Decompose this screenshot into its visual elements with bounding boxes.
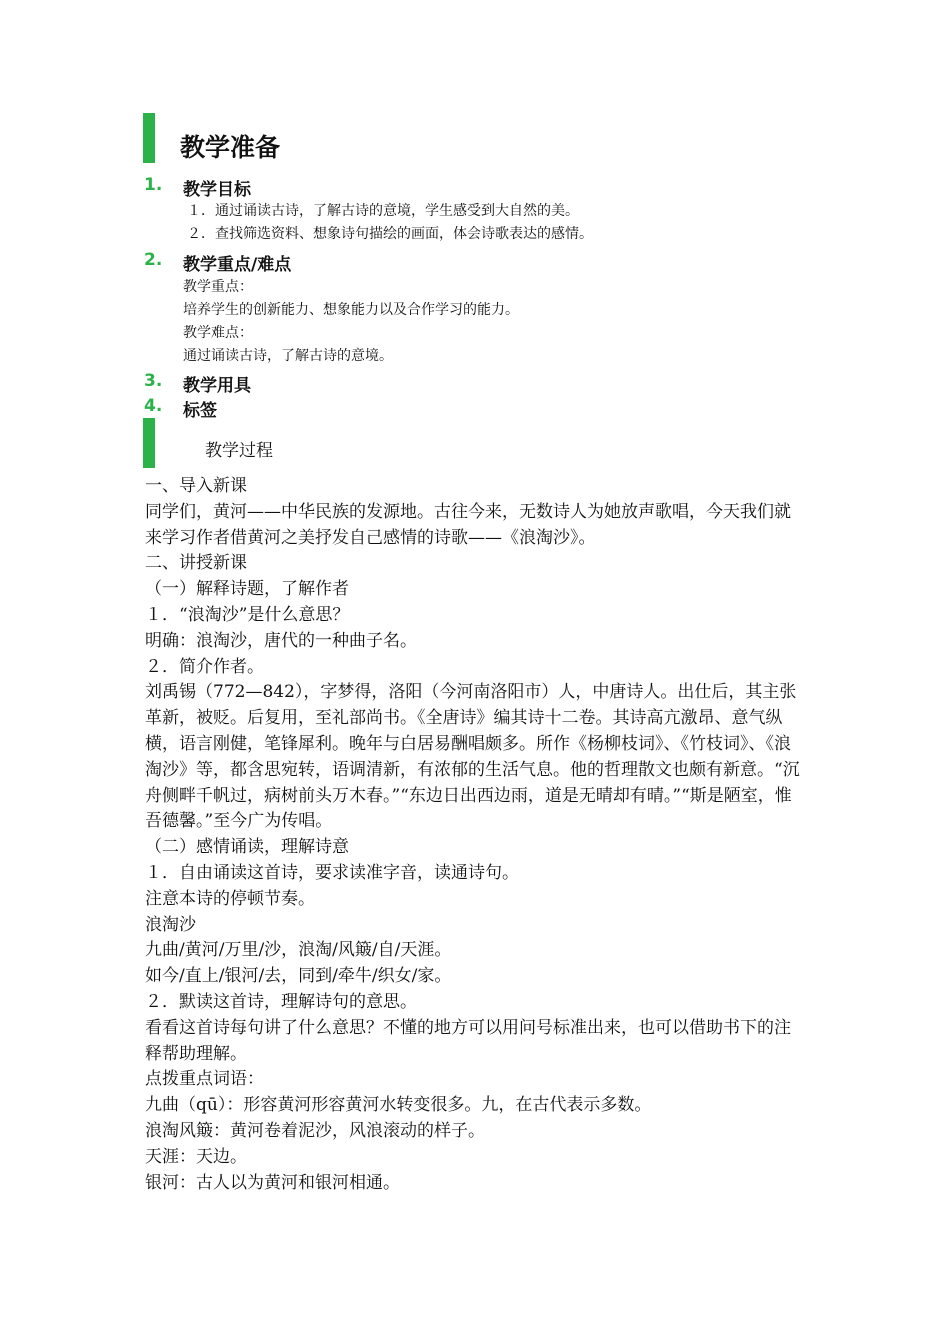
section-3-number: 3. xyxy=(144,371,163,391)
section-3-title: 教学用具 xyxy=(183,376,251,396)
section-1-title: 教学目标 xyxy=(183,180,251,200)
paragraph: 浪淘风簸：黄河卷着泥沙，风浪滚动的样子。 xyxy=(145,1120,485,1141)
paragraph: 明确：浪淘沙，唐代的一种曲子名。 xyxy=(145,630,417,651)
section-4-number: 4. xyxy=(144,396,163,416)
paragraph: 九曲/黄河/万里/沙，浪淘/风簸/自/天涯。 xyxy=(145,940,452,961)
paragraph: 二、讲授新课 xyxy=(145,553,247,574)
section-2-title: 教学重点/难点 xyxy=(183,255,292,275)
section-2-number: 2. xyxy=(144,250,163,270)
section-2-line-4: 通过诵读古诗，了解古诗的意境。 xyxy=(183,348,393,364)
process-accent-bar xyxy=(143,418,155,468)
paragraph: 天涯：天边。 xyxy=(145,1146,247,1167)
section-2-line-1: 教学重点： xyxy=(183,279,253,295)
paragraph: 注意本诗的停顿节奏。 xyxy=(145,888,315,909)
paragraph: 如今/直上/银河/去，同到/牵牛/织女/家。 xyxy=(145,966,452,987)
section-1-number: 1. xyxy=(144,175,163,195)
paragraph: １．“浪淘沙”是什么意思？ xyxy=(145,604,350,625)
paragraph: 一、导入新课 xyxy=(145,476,247,496)
section-1-line-1: １．通过诵读古诗，了解古诗的意境，学生感受到大自然的美。 xyxy=(187,203,579,219)
paragraph: （一）解释诗题，了解作者 xyxy=(145,579,349,600)
section-2-line-2: 培养学生的创新能力、想象能力以及合作学习的能力。 xyxy=(183,302,519,318)
paragraph: 同学们，黄河——中华民族的发源地。古往今来，无数诗人为她放声歌唱，今天我们就来学习作者借黄河之美抒发自己感情的诗歌——《浪淘沙》。 xyxy=(145,501,791,548)
paragraph: 九曲（qū）：形容黄河形容黄河水转变很多。九，在古代表示多数。 xyxy=(145,1095,652,1116)
section-4-title: 标签 xyxy=(183,401,217,421)
page-title: 教学准备 xyxy=(180,133,281,162)
process-title: 教学过程 xyxy=(205,441,273,461)
paragraph: １．自由诵读这首诗，要求读准字音，读通诗句。 xyxy=(145,862,519,883)
paragraph: （二）感情诵读，理解诗意 xyxy=(145,837,349,858)
heading-accent-bar xyxy=(143,113,155,163)
paragraph: 刘禹锡（772—842），字梦得，洛阳（今河南洛阳市）人，中唐诗人。出仕后，其主张革新，被贬。后复用，至礼部尚书。《全唐诗》编其诗十二卷。其诗高亢激昂、意气纵横，语言刚健，笔锋犀利。晚年与白居易酬唱颇多。所作《杨柳枝词》、《竹枝词》、《浪淘沙》等，都含思宛转，语调清新，有浓郁的生活气息。他的哲理散文也颇有新意。“沉舟侧畔千帆过，病树前头万木春。”“东边日出西边雨，道是无晴却有晴。”“斯是陋室，惟吾德馨。”至今广为传唱。 xyxy=(145,682,800,832)
paragraph: 点拨重点词语： xyxy=(145,1069,264,1090)
paragraph: 看看这首诗每句讲了什么意思？不懂的地方可以用问号标准出来，也可以借助书下的注释帮助理解。 xyxy=(145,1017,791,1064)
paragraph: 银河：古人以为黄河和银河相通。 xyxy=(145,1172,400,1193)
paragraph: ２．简介作者。 xyxy=(145,656,264,677)
paragraph: 浪淘沙 xyxy=(145,914,196,935)
section-1-line-2: ２．查找筛选资料、想象诗句描绘的画面，体会诗歌表达的感情。 xyxy=(187,226,593,242)
paragraph: ２．默读这首诗，理解诗句的意思。 xyxy=(145,991,417,1012)
section-2-line-3: 教学难点： xyxy=(183,325,253,341)
process-body xyxy=(145,474,805,1196)
